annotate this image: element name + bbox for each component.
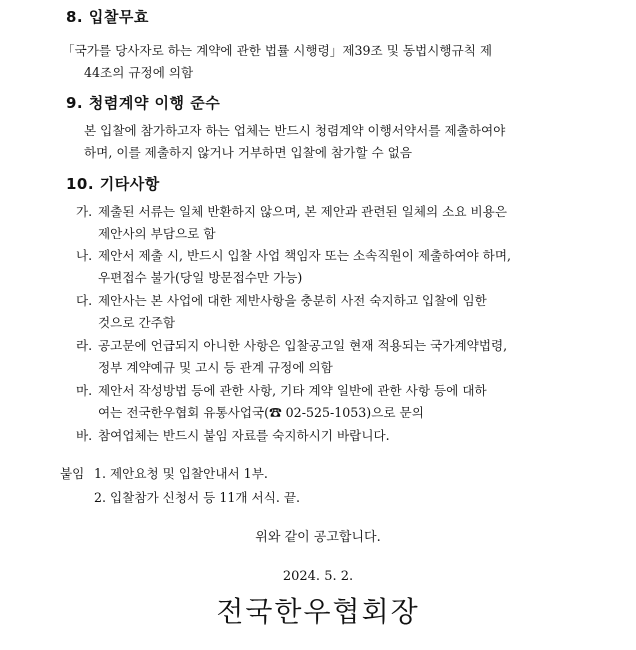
attachment-item-1: 1. 제안요청 및 입찰안내서 1부. [94,466,268,481]
attachment-item-2: 2. 입찰참가 신청서 등 11개 서식. 끝. [94,490,301,505]
item-da-line-1: 제안사는 본 사업에 대한 제반사항을 충분히 사전 숙지하고 입찰에 임한 [98,293,487,308]
attachments-label: 붙임 [60,466,85,481]
item-ma-line-1: 제안서 작성방법 등에 관한 사항, 기타 계약 일반에 관한 사항 등에 대하 [98,383,487,398]
item-da-line-2: 것으로 간주함 [98,315,175,330]
item-na-line-1: 제안서 제출 시, 반드시 입찰 사업 책임자 또는 소속직원이 제출하여야 하며, [98,248,512,263]
item-ra-line-1: 공고문에 언급되지 아니한 사항은 입찰공고일 현재 적용되는 국가계약법령, [98,338,508,353]
section-8-title: 8. 입찰무효 [66,8,149,26]
section-9-text-line-2: 하며, 이를 제출하지 않거나 거부하면 입찰에 참가할 수 없음 [84,145,413,160]
item-ra-line-2: 정부 계약예규 및 고시 등 관계 규정에 의함 [98,360,333,375]
section-8-text-line-1: 「국가를 당사자로 하는 계약에 관한 법률 시행령」제39조 및 동법시행규칙 제 [62,43,493,58]
closing-statement: 위와 같이 공고합니다. [255,530,381,545]
item-da-marker: 다. [76,293,93,308]
signer-title: 전국한우협회장 [216,595,420,628]
section-8-text-line-2: 44조의 규정에 의함 [84,65,194,80]
section-9-text-line-1: 본 입찰에 참가하고자 하는 업체는 반드시 청렴계약 이행서약서를 제출하여야 [84,123,506,138]
item-ga-line-2: 제안사의 부담으로 함 [98,226,216,241]
item-ma-marker: 마. [76,383,93,398]
section-9-title: 9. 청렴계약 이행 준수 [66,94,221,112]
item-ba-marker: 바. [76,428,93,443]
item-ga-line-1: 제출된 서류는 일체 반환하지 않으며, 본 제안과 관련된 일체의 소요 비용은 [98,204,508,219]
item-ga-marker: 가. [76,204,93,219]
item-na-line-2: 우편접수 불가(당일 방문접수만 가능) [98,270,303,285]
announcement-date: 2024. 5. 2. [282,569,354,584]
item-ba-line-1: 참여업체는 반드시 붙임 자료를 숙지하시기 바랍니다. [98,428,390,443]
section-10-title: 10. 기타사항 [66,175,160,193]
item-na-marker: 나. [76,248,93,263]
item-ra-marker: 라. [76,338,93,353]
item-ma-line-2: 여는 전국한우협회 유통사업국(☎ 02-525-1053)으로 문의 [98,405,424,420]
